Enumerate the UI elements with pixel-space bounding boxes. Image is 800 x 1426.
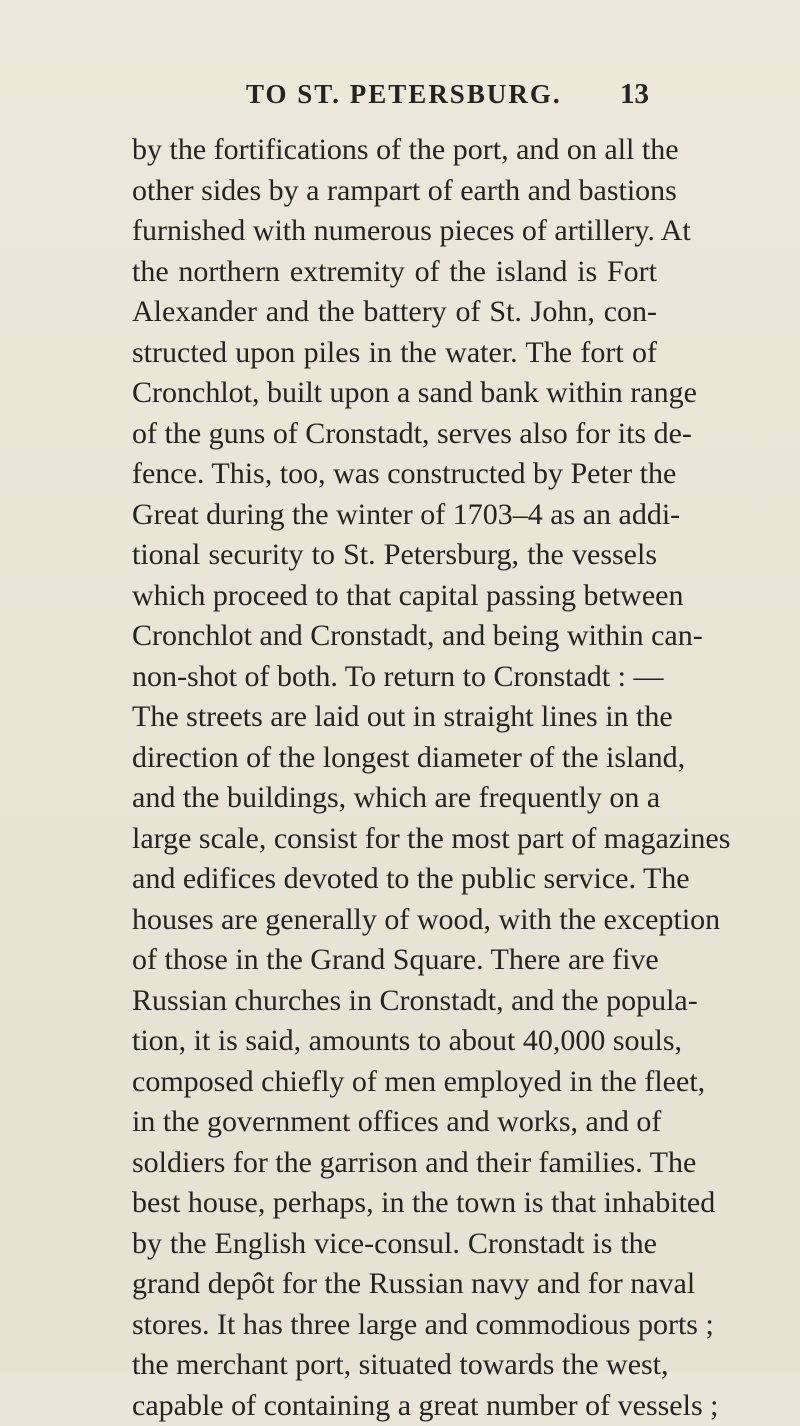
text-line: stores. It has three large and commodious ports ; bbox=[132, 1305, 657, 1346]
running-head-title: TO ST. PETERSBURG. bbox=[246, 74, 562, 114]
text-line: by the English vice-consul. Cronstadt is the bbox=[132, 1224, 657, 1265]
text-line: tion, it is said, amounts to about 40,000 souls, bbox=[132, 1021, 657, 1062]
text-line: Alexander and the battery of St. John, con- bbox=[132, 292, 657, 333]
body-text bbox=[132, 130, 657, 1426]
text-line: Russian churches in Cronstadt, and the popula- bbox=[132, 981, 657, 1022]
text-line: fence. This, too, was constructed by Peter the bbox=[132, 454, 657, 495]
text-line: the northern extremity of the island is Fort bbox=[132, 252, 657, 293]
text-line: tional security to St. Petersburg, the vessels bbox=[132, 535, 657, 576]
text-line: other sides by a rampart of earth and bastions bbox=[132, 171, 657, 212]
text-line: by the fortifications of the port, and on all the bbox=[132, 130, 657, 171]
text-line: large scale, consist for the most part of magazines bbox=[132, 819, 657, 860]
text-line: and edifices devoted to the public service. The bbox=[132, 859, 657, 900]
text-line: houses are generally of wood, with the exception bbox=[132, 900, 657, 941]
text-line: composed chiefly of men employed in the fleet, bbox=[132, 1062, 657, 1103]
text-line: of those in the Grand Square. There are five bbox=[132, 940, 657, 981]
text-line: and the buildings, which are frequently on a bbox=[132, 778, 657, 819]
text-line: of the guns of Cronstadt, serves also for its de- bbox=[132, 414, 657, 455]
text-line: grand depôt for the Russian navy and for naval bbox=[132, 1264, 657, 1305]
text-line: soldiers for the garrison and their families. The bbox=[132, 1143, 657, 1184]
text-line: Cronchlot, built upon a sand bank within range bbox=[132, 373, 657, 414]
text-line: direction of the longest diameter of the island, bbox=[132, 738, 657, 779]
text-line: Great during the winter of 1703–4 as an addi- bbox=[132, 495, 657, 536]
text-line: the merchant port, situated towards the west, bbox=[132, 1345, 657, 1386]
text-line: which proceed to that capital passing between bbox=[132, 576, 657, 617]
text-line: structed upon piles in the water. The fort of bbox=[132, 333, 657, 374]
text-line: non-shot of both. To return to Cronstadt : — bbox=[132, 657, 657, 698]
page-number: 13 bbox=[620, 74, 649, 114]
text-line: capable of containing a great number of vessels ; bbox=[132, 1386, 657, 1426]
text-line: in the government offices and works, and of bbox=[132, 1102, 657, 1143]
text-line: best house, perhaps, in the town is that inhabited bbox=[132, 1183, 657, 1224]
text-line: The streets are laid out in straight lines in the bbox=[132, 697, 657, 738]
text-line: furnished with numerous pieces of artillery. At bbox=[132, 211, 657, 252]
text-line: Cronchlot and Cronstadt, and being within can- bbox=[132, 616, 657, 657]
running-head bbox=[0, 74, 800, 114]
